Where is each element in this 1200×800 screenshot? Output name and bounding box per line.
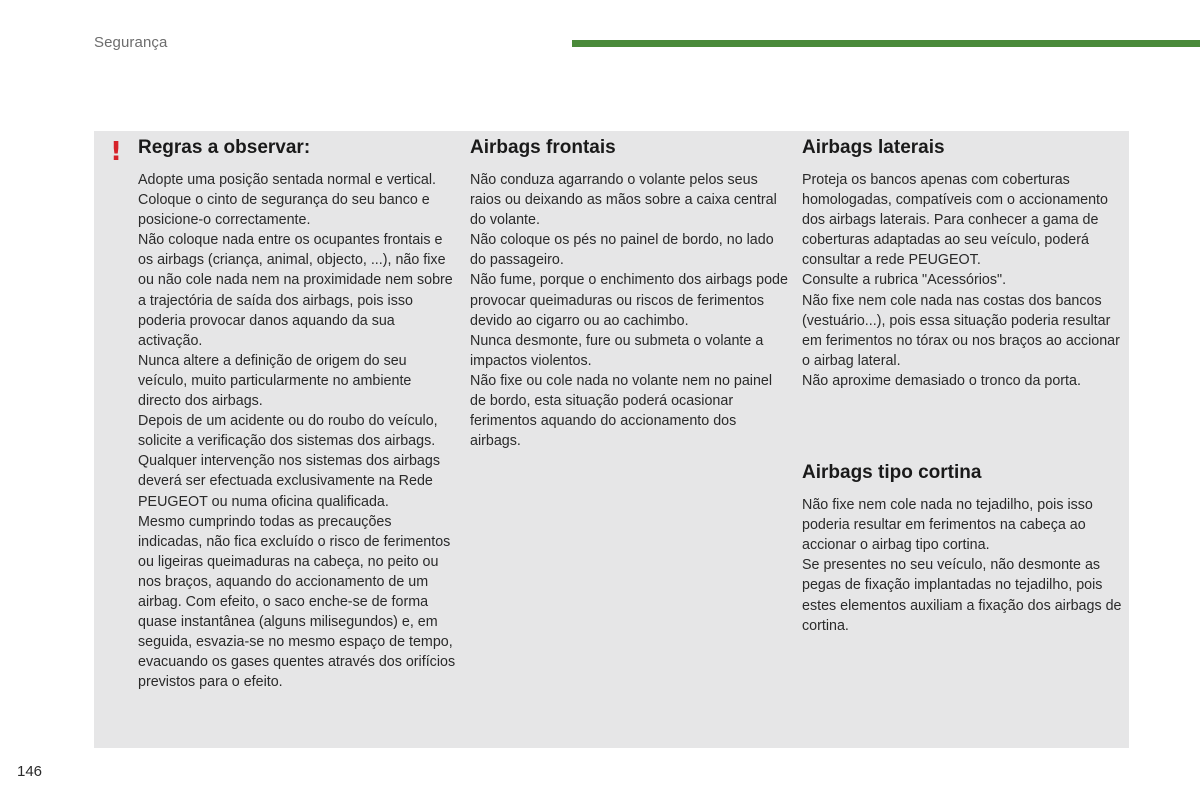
paragraph: Nunca desmonte, fure ou submeta o volante a impactos violentos. [470, 332, 764, 369]
curtain-airbags-text [802, 495, 1122, 636]
side-airbags-column [802, 131, 1122, 636]
section-title: Segurança [94, 34, 168, 51]
side-airbags-text [802, 170, 1122, 391]
rules-text [138, 170, 458, 692]
safety-info-panel [94, 131, 1129, 748]
page-number: 146 [17, 763, 43, 780]
front-airbags-text [470, 170, 790, 451]
front-airbags-column [470, 131, 790, 451]
paragraph: Não coloque os pés no painel de bordo, no lado do passageiro. [470, 232, 774, 269]
paragraph: Não fume, porque o enchimento dos airbags pode provocar queimaduras ou riscos de ferimentos devido ao cigarro ou ao cachimbo. [470, 272, 788, 329]
section-accent-bar [572, 40, 1200, 47]
paragraph: Qualquer intervenção nos sistemas dos airbags deverá ser efectuada exclusivamente na Rede PEUGEOT ou numa oficina qualificada. [138, 453, 440, 510]
curtain-airbags-heading: Airbags tipo cortina [802, 462, 982, 484]
paragraph: Proteja os bancos apenas com coberturas homologadas, compatíveis com o accionamento dos airbags laterais. Para conhecer a gama de coberturas adaptadas ao seu veículo, poderá consultar a rede PEUGEOT. [802, 172, 1108, 269]
rules-heading: Regras a observar: [138, 137, 311, 158]
paragraph: Se presentes no seu veículo, não desmonte as pegas de fixação implantadas no tejadilho, pois estes elementos auxiliam a fixação dos airbags de cortina. [802, 557, 1122, 634]
paragraph: Nunca altere a definição de origem do seu veículo, muito particularmente no ambiente directo dos airbags. [138, 352, 412, 410]
paragraph: Não fixe nem cole nada nas costas dos bancos (vestuário...), pois essa situação poderia resultar em ferimentos no tórax ou nos braços ao accionar o airbag lateral. [802, 292, 1120, 369]
side-airbags-heading: Airbags laterais [802, 137, 945, 158]
front-airbags-heading: Airbags frontais [470, 137, 616, 158]
paragraph: Não conduza agarrando o volante pelos seus raios ou deixando as mãos sobre a caixa central do volante. [470, 172, 777, 229]
paragraph: Não aproxime demasiado o tronco da porta. [802, 372, 1081, 389]
paragraph: Mesmo cumprindo todas as precauções indicadas, não fica excluído o risco de ferimentos ou ligeiras queimaduras na cabeça, no peito ou nos braços, aquando do accionamento de um airbag. Com efeito, o saco enche-se de forma quase instantânea (alguns milisegundos) e, em seguida, esvazia-se no mesmo espaço de tempo, evacuando os gases quentes através dos orifícios previstos para o efeito. [138, 513, 456, 691]
paragraph: Depois de um acidente ou do roubo do veículo, solicite a verificação dos sistemas dos airbags. [138, 413, 438, 450]
paragraph: Não coloque nada entre os ocupantes frontais e os airbags (criança, animal, objecto, ...), não fixe ou não cole nada nem na proximidade nem sobre a trajectória de saída dos airbags, pois isso poderia provocar danos aquando da sua activação. [138, 232, 453, 349]
rules-column [138, 131, 458, 692]
paragraph: Não fixe nem cole nada no tejadilho, pois isso poderia resultar em ferimentos na cabeça ao accionar o airbag tipo cortina. [802, 497, 1093, 554]
paragraph: Consulte a rubrica "Acessórios". [802, 272, 1007, 289]
paragraph: Adopte uma posição sentada normal e vertical. Coloque o cinto de segurança do seu banco e posicione-o correctamente. [138, 172, 437, 229]
paragraph: Não fixe ou cole nada no volante nem no painel de bordo, esta situação poderá ocasionar ferimentos aquando do accionamento dos airbags. [470, 372, 773, 450]
exclamation-icon: ! [110, 137, 122, 167]
